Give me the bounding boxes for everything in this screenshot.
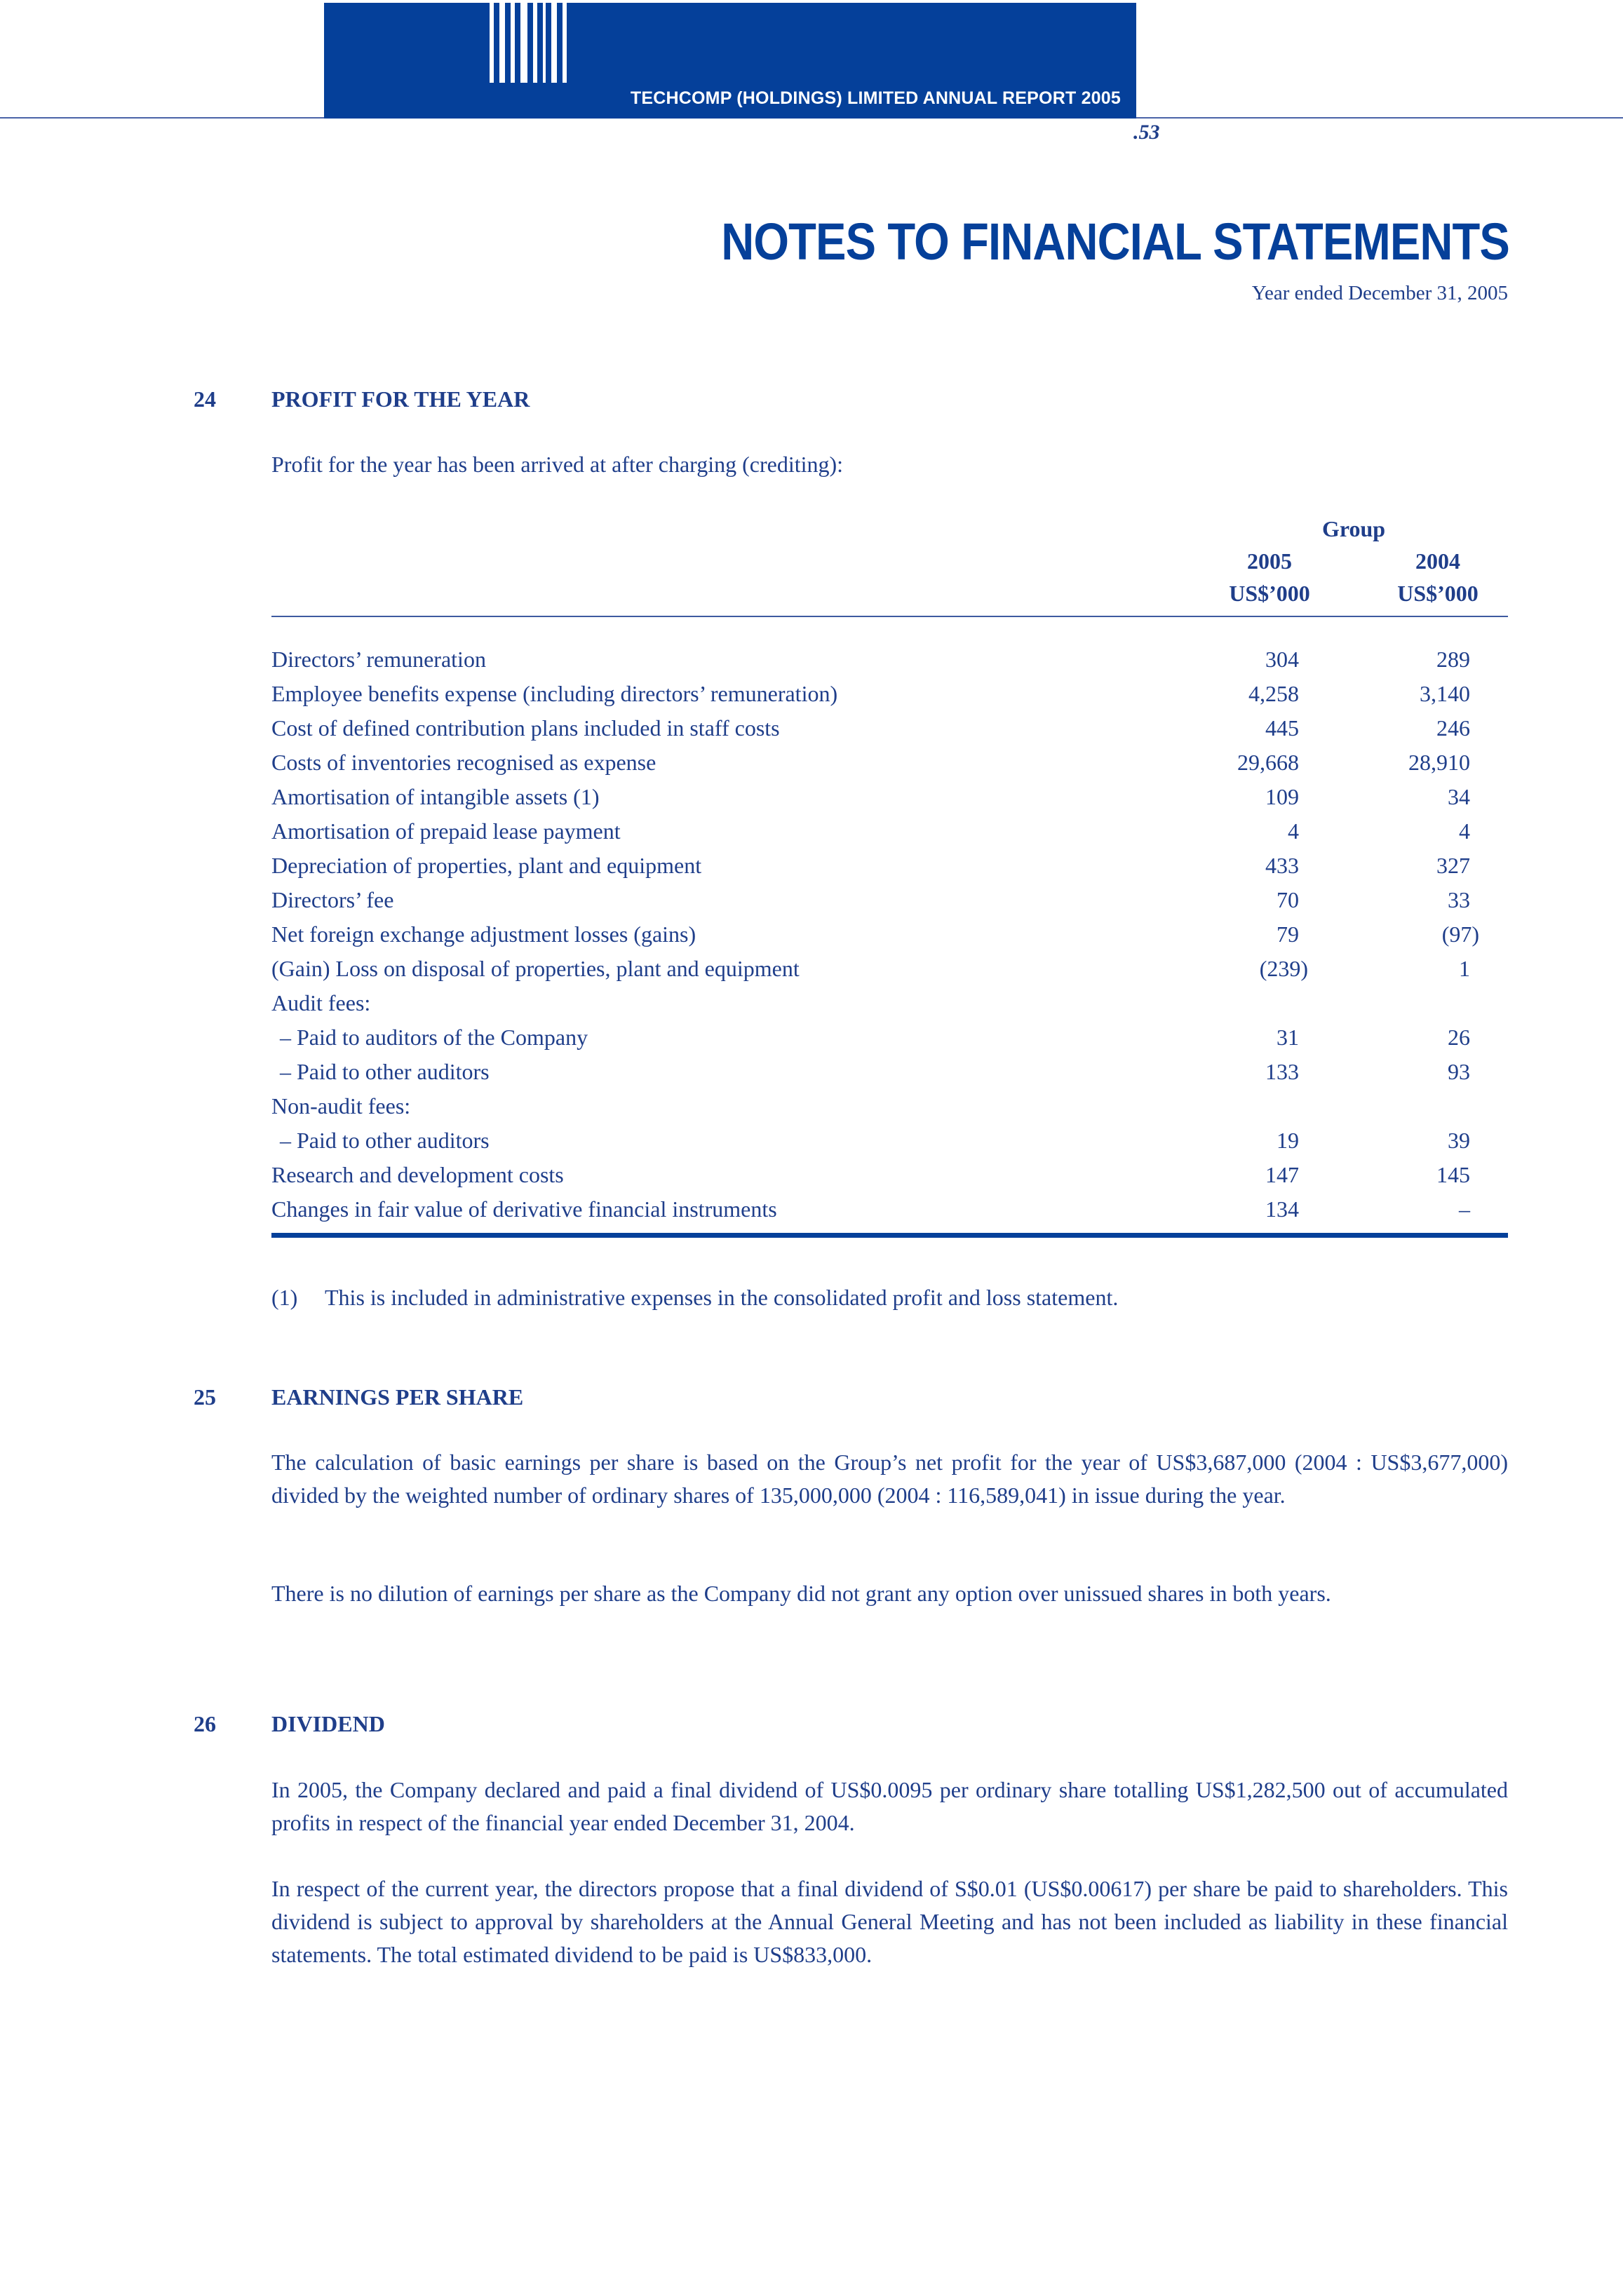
table-group-header: Group xyxy=(1321,516,1386,541)
footnote xyxy=(271,1285,1118,1311)
row-value-2004: 39 xyxy=(1448,1128,1470,1153)
note-25-title: EARNINGS PER SHARE xyxy=(271,1384,524,1410)
row-label: Depreciation of properties, plant and equipment xyxy=(271,853,702,878)
note-26-paragraph-2: In respect of the current year, the directors propose that a final dividend of S$0.01 (US$0.00617) per share be paid to shareholders. This dividend is subject to approval by shareholders at the Annual General Meeting and has not been included as liability in these financial statements. The total estimated dividend to be paid is US$833,000. xyxy=(271,1876,1508,1967)
report-title: TECHCOMP (HOLDINGS) LIMITED ANNUAL REPORT 2005 xyxy=(630,88,1121,108)
row-value-2005: 19 xyxy=(1277,1128,1299,1153)
row-label: Amortisation of prepaid lease payment xyxy=(271,818,621,844)
row-value-2005: 4 xyxy=(1288,818,1299,844)
row-value-2004: 145 xyxy=(1436,1162,1470,1187)
note-25-paragraph-2: There is no dilution of earnings per share as the Company did not grant any option over unissued shares in both years. xyxy=(271,1581,1331,1606)
row-value-2004: 3,140 xyxy=(1420,681,1470,706)
table-row xyxy=(271,750,1508,784)
row-value-2005: 109 xyxy=(1265,784,1299,809)
table-row xyxy=(271,1093,1508,1128)
row-value-2005: 31 xyxy=(1277,1025,1299,1050)
row-value-2004: 34 xyxy=(1448,784,1470,809)
row-label: Employee benefits expense (including directors’ remuneration) xyxy=(271,681,838,706)
table-row xyxy=(271,1196,1508,1231)
row-label: Amortisation of intangible assets (1) xyxy=(271,784,600,809)
note-25-paragraph-1: The calculation of basic earnings per share is based on the Group’s net profit for the year of US$3,687,000 (2004 : US$3,677,000) divided by the weighted number of ordinary shares of 135,000,000 (2004 : 116,589,041) in issue during the year. xyxy=(271,1450,1508,1508)
table-row xyxy=(271,681,1508,715)
row-value-2004: 327 xyxy=(1436,853,1470,878)
table-row xyxy=(271,818,1508,853)
row-value-2004: 33 xyxy=(1448,887,1470,912)
row-value-2005: 70 xyxy=(1277,887,1299,912)
row-value-2005: 29,668 xyxy=(1237,750,1299,775)
page-number: .53 xyxy=(1133,121,1160,144)
table-row xyxy=(271,1025,1508,1059)
row-label: – Paid to other auditors xyxy=(280,1128,490,1153)
row-label: (Gain) Loss on disposal of properties, plant and equipment xyxy=(271,956,800,981)
row-value-2005: 147 xyxy=(1265,1162,1299,1187)
table-col-2005-unit: US$’000 xyxy=(1229,581,1310,606)
table-row xyxy=(271,1128,1508,1162)
row-label: Costs of inventories recognised as expense xyxy=(271,750,656,775)
row-value-2005: 133 xyxy=(1265,1059,1299,1084)
table-row xyxy=(271,990,1508,1025)
table-bottom-rule xyxy=(271,1233,1508,1238)
row-label: – Paid to auditors of the Company xyxy=(280,1025,588,1050)
row-value-2005: 304 xyxy=(1265,647,1299,672)
row-label: Audit fees: xyxy=(271,990,371,1015)
row-value-2005: 134 xyxy=(1265,1196,1299,1222)
note-26-paragraph-1: In 2005, the Company declared and paid a final dividend of US$0.0095 per ordinary share totalling US$1,282,500 out of accumulated profits in respect of the financial year ended December 31, 2004. xyxy=(271,1777,1508,1835)
row-label: Directors’ remuneration xyxy=(271,647,486,672)
page-subtitle: Year ended December 31, 2005 xyxy=(1251,282,1508,304)
row-label: Cost of defined contribution plans included in staff costs xyxy=(271,715,780,741)
row-value-2004: – xyxy=(1459,1196,1470,1222)
table-row xyxy=(271,715,1508,750)
note-24-number: 24 xyxy=(194,386,216,412)
row-label: Research and development costs xyxy=(271,1162,564,1187)
table-col-2004-unit: US$’000 xyxy=(1397,581,1479,606)
note-26-number: 26 xyxy=(194,1711,216,1736)
row-value-2004: 28,910 xyxy=(1408,750,1470,775)
row-label: – Paid to other auditors xyxy=(280,1059,490,1084)
table-col-2004-year: 2004 xyxy=(1415,548,1460,574)
note-25-number: 25 xyxy=(194,1384,216,1410)
row-value-2004: 26 xyxy=(1448,1025,1470,1050)
table-header-rule xyxy=(271,616,1508,617)
note-26-title: DIVIDEND xyxy=(271,1711,385,1736)
table-row xyxy=(271,921,1508,956)
row-label: Net foreign exchange adjustment losses (gains) xyxy=(271,921,696,947)
table-row xyxy=(271,1059,1508,1093)
row-value-2004: 4 xyxy=(1459,818,1470,844)
note-24-title: PROFIT FOR THE YEAR xyxy=(271,386,530,412)
footnote-text: This is included in administrative expenses in the consolidated profit and loss statement. xyxy=(325,1285,1119,1310)
row-value-2005: 445 xyxy=(1265,715,1299,741)
row-value-2005: 4,258 xyxy=(1248,681,1299,706)
row-value-2005: (239) xyxy=(1259,956,1308,981)
header-band xyxy=(324,3,1136,119)
row-value-2004: 289 xyxy=(1436,647,1470,672)
table-row xyxy=(271,1162,1508,1196)
table-row xyxy=(271,784,1508,818)
row-value-2004: 246 xyxy=(1436,715,1470,741)
table-row xyxy=(271,647,1508,681)
row-label: Changes in fair value of derivative financial instruments xyxy=(271,1196,777,1222)
row-label: Directors’ fee xyxy=(271,887,394,912)
table-row xyxy=(271,853,1508,887)
table-row xyxy=(271,887,1508,921)
footnote-mark: (1) xyxy=(271,1285,298,1310)
barcode-logo-icon xyxy=(490,3,574,83)
row-value-2005: 433 xyxy=(1265,853,1299,878)
row-value-2004: 93 xyxy=(1448,1059,1470,1084)
page-title: NOTES TO FINANCIAL STATEMENTS xyxy=(721,212,1509,271)
table-col-2005-year: 2005 xyxy=(1247,548,1292,574)
row-value-2005: 79 xyxy=(1277,921,1299,947)
row-label: Non-audit fees: xyxy=(271,1093,411,1119)
row-value-2004: (97) xyxy=(1441,921,1479,947)
note-24-intro: Profit for the year has been arrived at after charging (crediting): xyxy=(271,452,844,477)
row-value-2004: 1 xyxy=(1459,956,1470,981)
table-row xyxy=(271,956,1508,990)
